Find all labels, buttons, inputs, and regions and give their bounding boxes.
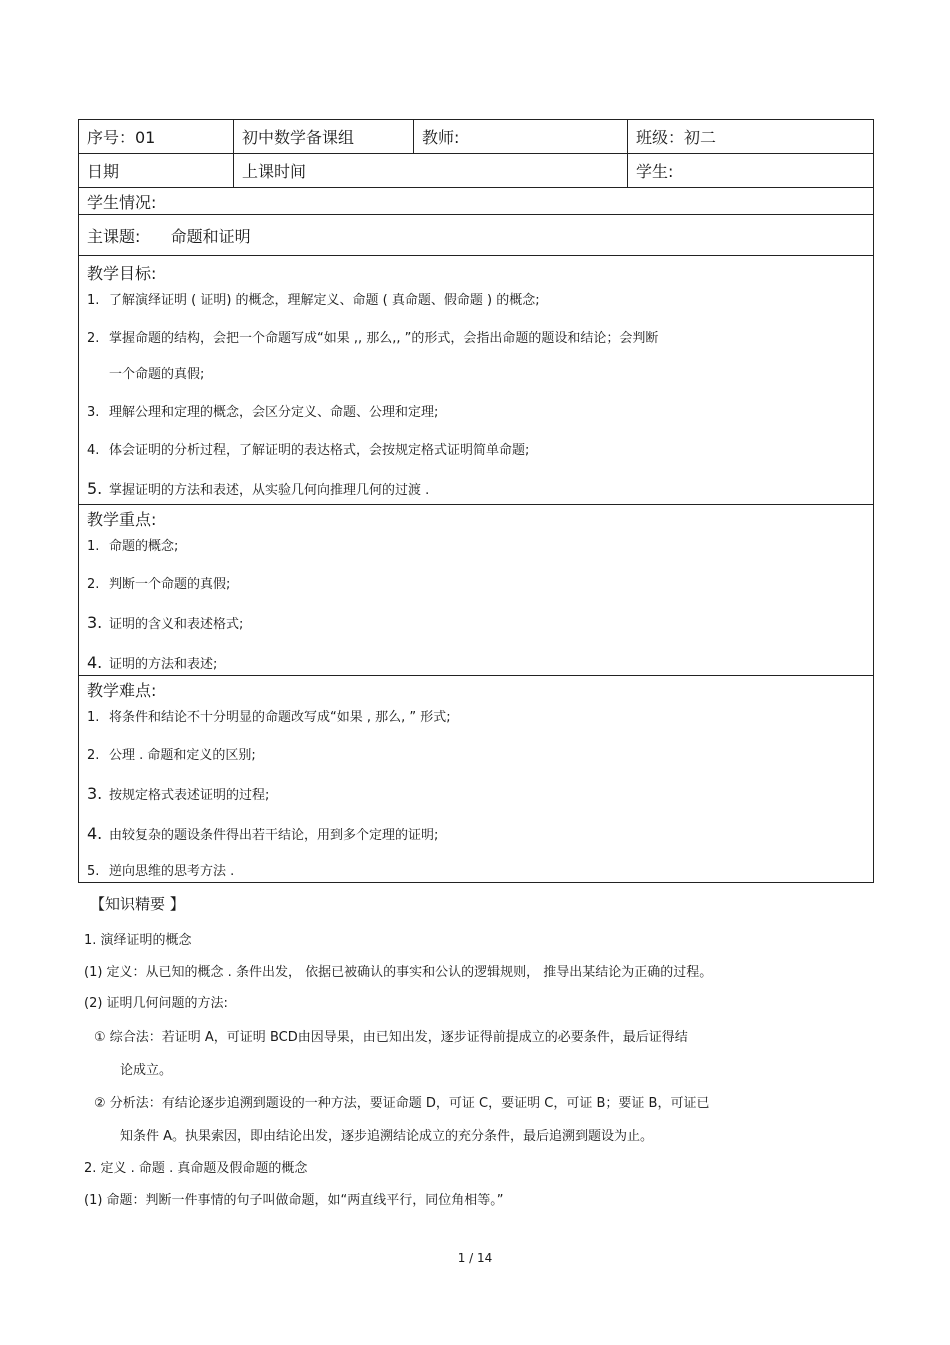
page-number: 1 / 14	[457, 1251, 493, 1265]
objective-item: 一个命题的真假;	[109, 367, 205, 382]
knowledge-line: 论成立。	[120, 1063, 173, 1078]
header-row-2	[79, 154, 874, 188]
topic-value: 命题和证明	[170, 226, 251, 246]
knowledge-line: 1. 演绎证明的概念	[84, 933, 192, 948]
difficulty-item: 5. 逆向思维的思考方法 .	[87, 864, 235, 879]
difficulties-cell	[79, 676, 874, 883]
difficulty-item: 2. 公理 . 命题和定义的区别;	[87, 748, 256, 763]
teacher-cell: 教师:	[414, 120, 628, 154]
knowledge-line: 知条件 A。执果索因，即由结论出发，逐步追溯结论成立的充分条件，最后追溯到题设为止。	[120, 1129, 654, 1144]
topic-row	[79, 215, 874, 256]
difficulties-row	[79, 676, 874, 883]
student-situation-row	[79, 188, 874, 215]
class-cell: 班级：初二	[628, 120, 874, 154]
group-cell: 初中数学备课组	[234, 120, 414, 154]
lesson-plan-table	[78, 119, 874, 883]
key-point-item: 1. 命题的概念;	[87, 539, 179, 554]
knowledge-line: ① 综合法：若证明 A，可证明 BCD由因导果，由已知出发，逐步证得前提成立的必要条件，最后证得结	[94, 1030, 688, 1045]
knowledge-title: 【知识精要 】	[90, 895, 185, 913]
knowledge-line: 2. 定义 . 命题 . 真命题及假命题的概念	[84, 1161, 308, 1176]
objective-item: 3. 理解公理和定理的概念，会区分定义、命题、公理和定理;	[87, 405, 439, 420]
key-points-cell	[79, 505, 874, 676]
student-cell: 学生:	[628, 154, 874, 188]
time-cell: 上课时间	[234, 154, 628, 188]
key-point-item: 2. 判断一个命题的真假;	[87, 577, 231, 592]
difficulty-item: 4. 由较复杂的题设条件得出若干结论，用到多个定理的证明;	[87, 824, 439, 843]
objective-item: 5. 掌握证明的方法和表述，从实验几何向推理几何的过渡 .	[87, 479, 430, 498]
knowledge-line: (1) 命题：判断一件事情的句子叫做命题，如“两直线平行，同位角相等。”	[84, 1193, 504, 1208]
objective-item: 2. 掌握命题的结构，会把一个命题写成“如果 ,, 那么,, ”的形式，会指出命题的题设和结论；会判断	[87, 331, 659, 346]
knowledge-line: ② 分析法：有结论逐步追溯到题设的一种方法，要证命题 D，可证 C，要证明 C，可证 B；要证 B，可证已	[94, 1096, 710, 1111]
topic-label: 主课题:	[87, 226, 141, 246]
objectives-cell	[79, 256, 874, 505]
difficulty-item: 3. 按规定格式表述证明的过程;	[87, 784, 270, 803]
knowledge-line: (1) 定义：从已知的概念 . 条件出发， 依据已被确认的事实和公认的逻辑规则， 推导出某结论为正确的过程。	[84, 965, 713, 980]
key-points-title: 教学重点:	[87, 510, 157, 529]
topic-cell	[79, 215, 874, 256]
student-situation-cell: 学生情况:	[79, 188, 874, 215]
difficulty-item: 1. 将条件和结论不十分明显的命题改写成“如果 , 那么, ” 形式;	[87, 710, 451, 725]
objectives-row	[79, 256, 874, 505]
objective-item: 4. 体会证明的分析过程，了解证明的表达格式，会按规定格式证明简单命题;	[87, 443, 530, 458]
key-points-row	[79, 505, 874, 676]
knowledge-line: (2) 证明几何问题的方法:	[84, 996, 228, 1011]
difficulties-title: 教学难点:	[87, 681, 157, 700]
objectives-title: 教学目标:	[87, 264, 157, 283]
header-row-1	[79, 120, 874, 154]
key-point-item: 4. 证明的方法和表述;	[87, 653, 218, 672]
objective-item: 1. 了解演绎证明 ( 证明) 的概念，理解定义、命题 ( 真命题、假命题 ) 的概念;	[87, 293, 540, 308]
key-point-item: 3. 证明的含义和表述格式;	[87, 613, 244, 632]
serial-cell: 序号：01	[79, 120, 234, 154]
date-cell: 日期	[79, 154, 234, 188]
